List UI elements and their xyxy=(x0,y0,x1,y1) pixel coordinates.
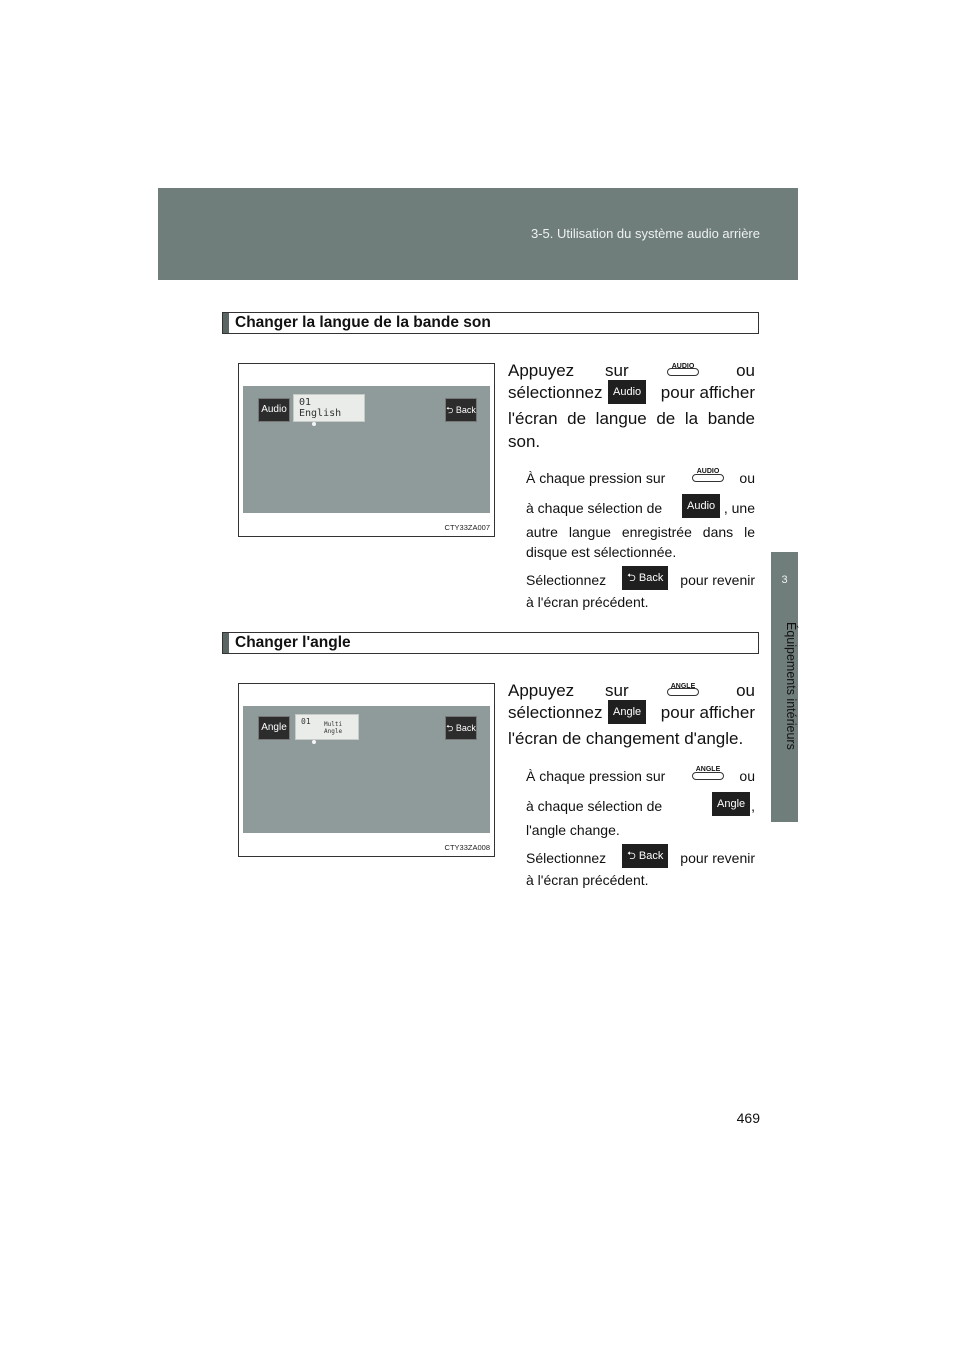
note-text: à l'écran précédent. xyxy=(526,872,649,888)
angle-button-icon: Angle xyxy=(608,700,646,724)
sentence-end: l'écran de langue de la bande son. xyxy=(508,409,755,451)
audio-screen-button: Audio xyxy=(258,398,290,422)
note-text: pour revenir xyxy=(680,572,755,588)
note-text: à chaque sélection de xyxy=(526,798,663,814)
language-info-box xyxy=(293,394,365,422)
hw-bar xyxy=(667,368,699,376)
note-text: , xyxy=(751,798,755,814)
note-text: à chaque sélection de xyxy=(526,500,663,516)
hw-label: AUDIO xyxy=(671,363,695,370)
screen-illustration-audio xyxy=(238,363,495,537)
angle-info-box xyxy=(295,714,359,740)
note-text: , une xyxy=(723,500,755,516)
header-band xyxy=(158,188,798,280)
word: sélectionnez xyxy=(508,383,603,402)
section-heading-audio xyxy=(222,312,759,334)
back-screen-button: ⮌ Back xyxy=(445,716,477,740)
note-text: À chaque pression sur xyxy=(526,470,666,486)
angle-screen-button: Angle xyxy=(258,716,290,740)
heading-marker xyxy=(223,633,229,653)
track-number: 01 xyxy=(299,397,312,408)
instruction-main-audio xyxy=(508,356,755,453)
instruction-note-audio xyxy=(526,466,755,562)
hw-label: ANGLE xyxy=(695,766,721,773)
chapter-number: 3 xyxy=(781,574,788,586)
note-text: autre langue enregistrée dans le disque est sélectionnée. xyxy=(526,524,755,560)
note-text: à l'écran précédent. xyxy=(526,594,649,610)
note-text: Sélectionnez xyxy=(526,850,607,866)
sentence-end: l'écran de changement d'angle. xyxy=(508,729,744,748)
angle-number: 01 xyxy=(301,717,311,726)
audio-hardware-button-icon xyxy=(663,356,703,382)
word: pour afficher xyxy=(660,703,755,722)
indicator-dot xyxy=(312,740,316,744)
note-text: l'angle change. xyxy=(526,822,620,838)
section-title: Changer la langue de la bande son xyxy=(235,314,491,331)
breadcrumb: 3-5. Utilisation du système audio arrière xyxy=(530,226,760,241)
language-name: English xyxy=(299,408,342,419)
note-text: ou xyxy=(739,768,755,784)
back-button-icon: ⮌ Back xyxy=(622,844,668,868)
multi-angle-label: Multi Angle xyxy=(324,721,343,735)
heading-marker xyxy=(223,313,229,333)
screen-illustration-angle xyxy=(238,683,495,857)
page-number: 469 xyxy=(736,1110,760,1126)
display-screen xyxy=(243,706,490,833)
back-button-icon: ⮌ Back xyxy=(622,566,668,590)
word: ou xyxy=(736,361,755,380)
note-text: ou xyxy=(739,470,755,486)
instruction-back-audio xyxy=(526,568,755,612)
word: sur xyxy=(605,681,629,700)
angle-hardware-button-icon xyxy=(663,676,703,702)
word: sélectionnez xyxy=(508,703,603,722)
audio-hardware-button-icon xyxy=(688,462,728,488)
note-text: pour revenir xyxy=(680,850,755,866)
instruction-main-angle xyxy=(508,676,755,751)
section-title: Changer l'angle xyxy=(235,634,351,651)
word: pour afficher xyxy=(660,383,755,402)
section-heading-angle xyxy=(222,632,759,654)
word: Appuyez xyxy=(508,361,575,380)
hw-bar xyxy=(667,688,699,696)
hw-label: AUDIO xyxy=(696,468,720,475)
hw-bar xyxy=(692,474,724,482)
note-text: Sélectionnez xyxy=(526,572,607,588)
chapter-label: Équipements intérieurs xyxy=(784,622,798,750)
back-screen-button: ⮌ Back xyxy=(445,398,477,422)
angle-button-icon: Angle xyxy=(712,792,750,816)
hw-bar xyxy=(692,772,724,780)
note-text: À chaque pression sur xyxy=(526,768,666,784)
word: Appuyez xyxy=(508,681,575,700)
indicator-dot xyxy=(312,422,316,426)
angle-hardware-button-icon xyxy=(688,760,728,786)
audio-button-icon: Audio xyxy=(682,494,720,518)
word: ou xyxy=(736,681,755,700)
instruction-back-angle xyxy=(526,846,755,890)
audio-button-icon: Audio xyxy=(608,380,646,404)
instruction-note-angle xyxy=(526,764,755,840)
display-screen xyxy=(243,386,490,513)
figure-caption: CTY33ZA007 xyxy=(444,523,490,532)
hw-label: ANGLE xyxy=(670,683,696,690)
word: sur xyxy=(605,361,629,380)
figure-caption: CTY33ZA008 xyxy=(444,843,490,852)
